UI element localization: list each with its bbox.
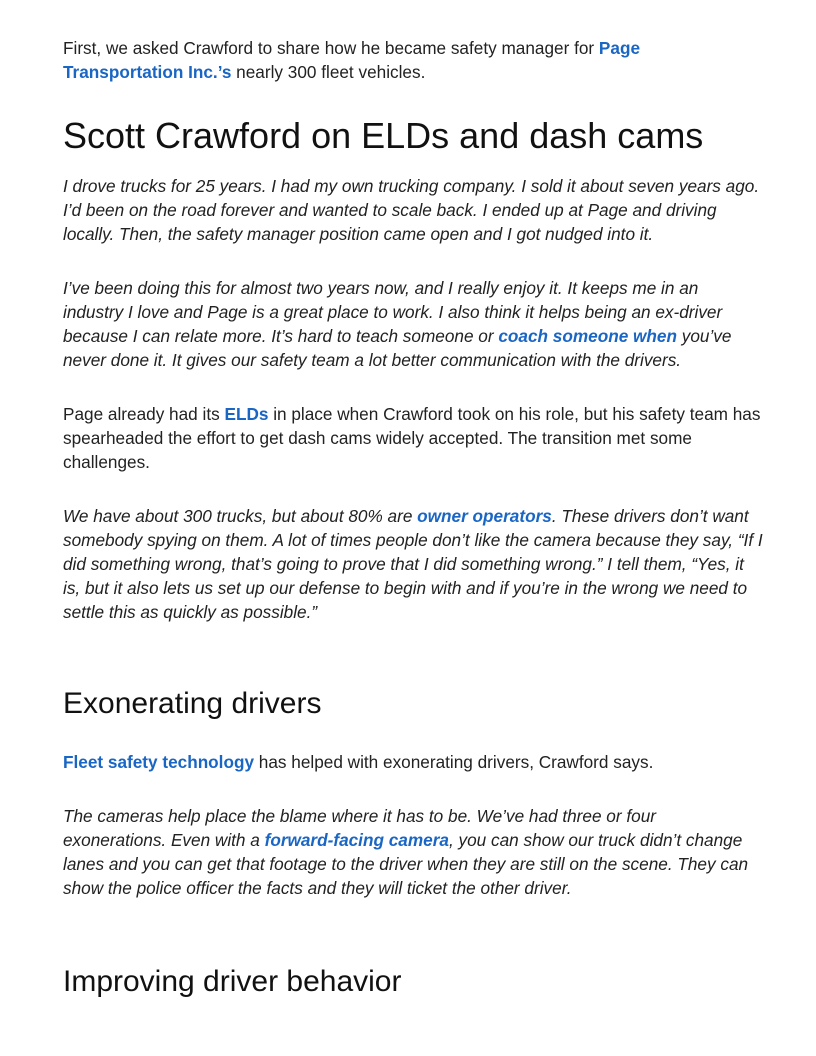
exonerating-heading: Exonerating drivers — [63, 687, 322, 720]
improving-heading: Improving driver behavior — [63, 965, 402, 998]
intro-text-after: nearly 300 fleet vehicles. — [231, 62, 426, 82]
quote-owner-operators-text-before: We have about 300 trucks, but about 80% are — [63, 506, 418, 526]
intro-text-before: First, we asked Crawford to share how he became safety manager for — [63, 38, 599, 58]
coach-someone-link[interactable]: coach someone when — [498, 326, 677, 346]
fleet-safety-paragraph — [63, 750, 763, 774]
quote-cameras — [63, 804, 763, 900]
page-transportation-link[interactable]: Page Transportation Inc.’s — [63, 38, 641, 82]
quote-cameras-text-before: The cameras help place the blame where it has to be. We’ve had three or four exonerations. Even with a — [63, 806, 656, 850]
main-heading: Scott Crawford on ELDs and dash cams — [63, 115, 704, 156]
owner-operators-link[interactable]: owner operators — [417, 506, 552, 526]
article-content — [63, 36, 763, 1000]
elds-paragraph — [63, 402, 763, 474]
quote-owner-operators-text-after: . These drivers don’t want somebody spying on them. A lot of times people don’t like the camera because they say, “If I did something wrong, that’s going to prove that I did something wrong.” I tell them, “Yes, it is, but it also lets us set up our defense to begin with and if you’re in the wrong we need to settle this as quickly as possible.” — [63, 506, 763, 622]
fleet-safety-technology-link[interactable]: Fleet safety technology — [63, 752, 255, 772]
elds-text-after: in place when Crawford took on his role, but his safety team has spearheaded the effort to get dash cams widely accepted. The transition met some challenges. — [63, 404, 761, 472]
quote-experience-text-before: I’ve been doing this for almost two years now, and I really enjoy it. It keeps me in an industry I love and Page is a great place to work. I also think it helps being an ex-driver because I can relate more. It’s hard to teach someone or — [63, 278, 723, 346]
quote-experience — [63, 276, 763, 372]
elds-text-before: Page already had its — [63, 404, 225, 424]
forward-facing-camera-link[interactable]: forward-facing camera — [264, 830, 449, 850]
quote-experience-text-after: you’ve never done it. It gives our safety team a lot better communication with the drivers. — [63, 326, 732, 370]
elds-link[interactable]: ELDs — [224, 404, 269, 424]
intro-paragraph — [63, 36, 763, 84]
fleet-safety-text-after: has helped with exonerating drivers, Crawford says. — [254, 752, 654, 772]
quote-cameras-text-after: , you can show our truck didn’t change lanes and you can get that footage to the driver when they are still on the scene. They can show the police officer the facts and they will ticket the other driver. — [63, 830, 749, 898]
quote-career: I drove trucks for 25 years. I had my own trucking company. I sold it about seven years ago. I’d been on the road forever and wanted to scale back. I ended up at Page and driving locally. Then, the safety manager position came open and I got nudged into it. — [63, 176, 760, 244]
quote-owner-operators — [63, 504, 763, 624]
